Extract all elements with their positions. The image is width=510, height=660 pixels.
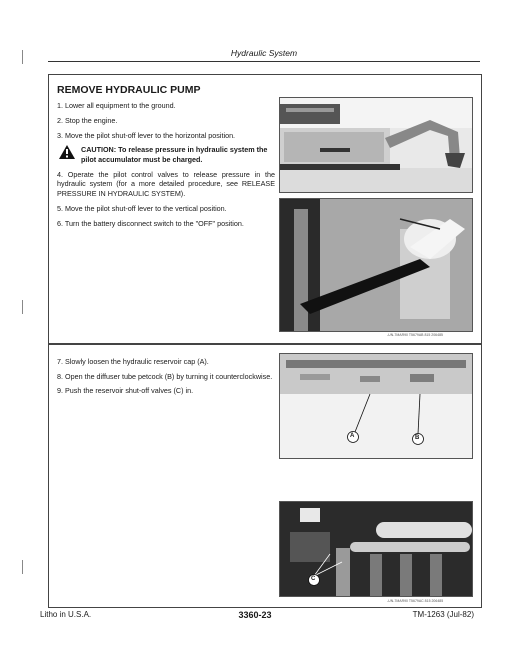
photo-reference-code: -UN-7MAR90 T5679AC 815 206485 — [387, 599, 444, 603]
section-heading: REMOVE HYDRAULIC PUMP — [57, 84, 201, 96]
page-header — [48, 48, 480, 62]
footer-manual-id: TM-1263 (Jul-82) — [412, 610, 474, 619]
procedure-panel-remove-pump — [48, 74, 482, 344]
reservoir-photo — [279, 353, 473, 459]
callout-c-label: C — [311, 576, 316, 582]
battery-switch-photo — [279, 198, 473, 332]
step-4: 4. Operate the pilot control valves to release pressure in the hydraulic system (for a more detailed procedure, see RELEASE PRESSURE IN HYDRAULIC SYSTEM). — [57, 169, 275, 199]
step-6: 6. Turn the battery disconnect switch to the "OFF" position. — [57, 218, 244, 228]
excavator-photo — [279, 97, 473, 193]
warning-icon — [59, 145, 75, 159]
crop-mark — [22, 50, 23, 64]
caution-block — [57, 145, 275, 164]
step-8: 8. Open the diffuser tube petcock (B) by turning it counterclockwise. — [57, 371, 273, 381]
page-number: 3360-23 — [238, 610, 272, 620]
callout-b-label: B — [415, 435, 420, 441]
procedure-panel-reservoir — [48, 344, 482, 608]
crop-mark — [22, 300, 23, 314]
photo-reference-code: -UN-7MAR90 T5679AB 815 206485 — [387, 333, 443, 337]
step-5: 5. Move the pilot shut-off lever to the vertical position. — [57, 203, 227, 213]
step-2: 2. Stop the engine. — [57, 115, 118, 125]
shutoff-valves-photo — [279, 501, 473, 597]
step-9: 9. Push the reservoir shut-off valves (C) in. — [57, 386, 194, 396]
step-3: 3. Move the pilot shut-off lever to the horizontal position. — [57, 130, 236, 140]
step-7: 7. Slowly loosen the hydraulic reservoir cap (A). — [57, 357, 209, 366]
crop-mark — [22, 560, 23, 574]
page-header-title: Hydraulic System — [230, 48, 298, 58]
footer-litho: Litho in U.S.A. — [40, 610, 92, 619]
procedure-text — [57, 81, 275, 233]
step-1: 1. Lower all equipment to the ground. — [57, 101, 176, 111]
procedure-text — [57, 357, 275, 401]
callout-a-label: A — [350, 433, 355, 439]
caution-text: CAUTION: To release pressure in hydraulic system the pilot accumulator must be charged. — [81, 145, 268, 165]
